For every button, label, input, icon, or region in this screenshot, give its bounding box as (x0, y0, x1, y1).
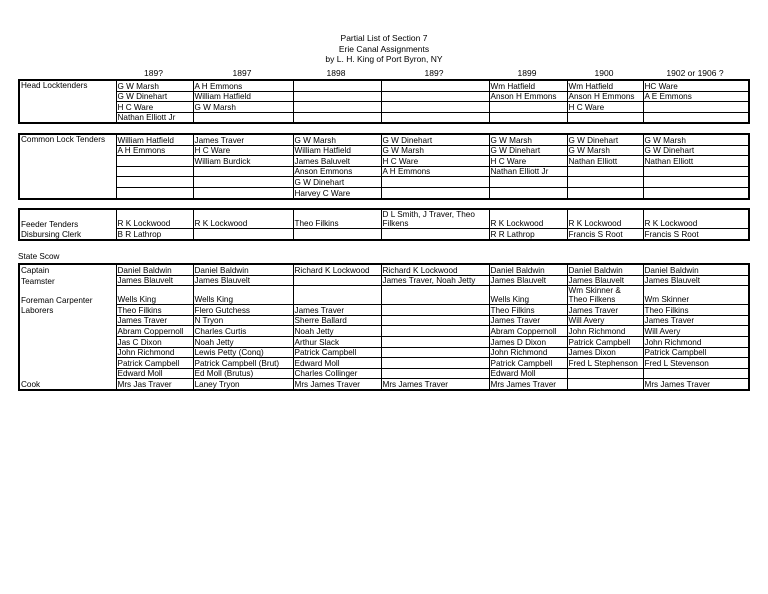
table-cell: G W Marsh (293, 134, 381, 145)
table-cell (193, 177, 293, 188)
table-cell: Edward Moll (489, 368, 567, 379)
table-cell (489, 177, 567, 188)
row-label: Laborers (19, 305, 116, 316)
table-cell (293, 286, 381, 305)
table-cell: Mrs James Traver (293, 379, 381, 390)
table-cell (116, 177, 193, 188)
table-cell: Fred L Stephenson (567, 358, 643, 369)
table-cell (193, 187, 293, 198)
table-cell (116, 187, 193, 198)
table-cell: James Traver (293, 305, 381, 316)
table-cell (381, 229, 489, 240)
table-row (19, 112, 749, 123)
table-cell: James Traver (643, 315, 749, 326)
table-cell (381, 368, 489, 379)
table-cell: G W Dinehart (643, 145, 749, 156)
year-header: 1897 (232, 68, 252, 78)
table-cell: James Blauvelt (567, 275, 643, 286)
row-label (19, 315, 116, 326)
table-cell (293, 112, 381, 123)
table-cell (293, 275, 381, 286)
table-cell (643, 368, 749, 379)
table-cell: Theo Filkins (116, 305, 193, 316)
table-cell (293, 229, 381, 240)
table-row (19, 286, 749, 305)
table-cell: Arthur Slack (293, 336, 381, 347)
year-header: 1900 (594, 68, 614, 78)
table-cell: G W Dinehart (489, 145, 567, 156)
table-cell (381, 286, 489, 305)
table-row (19, 209, 749, 229)
feeder-tenders-table (18, 208, 750, 241)
table-cell: H C Ware (193, 145, 293, 156)
table-cell: Anson Emmons (293, 166, 381, 177)
table-cell (381, 326, 489, 337)
table-cell: John Richmond (643, 336, 749, 347)
table-cell (643, 187, 749, 198)
table-cell (293, 91, 381, 102)
table-cell (116, 166, 193, 177)
year-header: 189? (424, 68, 444, 78)
table-cell (489, 102, 567, 113)
table-cell (489, 112, 567, 123)
table-cell (293, 102, 381, 113)
table-cell: G W Dinehart (567, 134, 643, 145)
row-label: Foreman Carpenter (19, 286, 116, 305)
table-cell: James Blauvelt (116, 275, 193, 286)
table-row (19, 326, 749, 337)
table-cell: Fred L Stevenson (643, 358, 749, 369)
table-cell: Daniel Baldwin (643, 264, 749, 275)
year-header: 189? (144, 68, 163, 78)
table-cell: G W Dinehart (116, 91, 193, 102)
table-cell: James Blauvelt (489, 275, 567, 286)
state-scow-table (18, 263, 750, 391)
table-row (19, 91, 749, 102)
table-row (19, 275, 749, 286)
table-cell (381, 315, 489, 326)
table-cell: Wm Skinner (643, 286, 749, 305)
table-cell: G W Marsh (116, 80, 193, 91)
table-cell (116, 156, 193, 167)
table-cell (193, 166, 293, 177)
table-cell: Wells King (489, 286, 567, 305)
table-cell (381, 305, 489, 316)
table-cell (567, 187, 643, 198)
table-cell: Noah Jetty (293, 326, 381, 337)
row-label: Captain (19, 264, 116, 275)
table-cell: A E Emmons (643, 91, 749, 102)
table-row (19, 305, 749, 316)
table-cell: Mrs James Traver (643, 379, 749, 390)
table-cell: James Traver (193, 134, 293, 145)
title-line-3: by L. H. King of Port Byron, NY (325, 54, 443, 64)
table-cell (381, 358, 489, 369)
table-cell: B R Lathrop (116, 229, 193, 240)
table-cell: Abram Coppernoll (116, 326, 193, 337)
table-cell: R K Lockwood (116, 209, 193, 229)
table-row (19, 358, 749, 369)
row-label (19, 368, 116, 379)
table-cell: Ed Moll (Brutus) (193, 368, 293, 379)
table-cell (567, 112, 643, 123)
table-cell: Wells King (193, 286, 293, 305)
common-lock-tenders-table (18, 133, 750, 200)
table-cell: William Hatfield (193, 91, 293, 102)
table-cell: R K Lockwood (193, 209, 293, 229)
table-cell: James Traver (116, 315, 193, 326)
row-label (19, 326, 116, 337)
table-cell: G W Marsh (489, 134, 567, 145)
table-cell: Theo Filkins (293, 209, 381, 229)
table-cell: Francis S Root (643, 229, 749, 240)
table-cell: Daniel Baldwin (116, 264, 193, 275)
year-header: 1899 (517, 68, 537, 78)
table-cell: Wm Skinner & Theo Filkens (567, 286, 643, 305)
row-label: Common Lock Tenders (19, 134, 116, 199)
table-cell: Edward Moll (116, 368, 193, 379)
table-row (19, 229, 749, 240)
row-label (19, 358, 116, 369)
table-cell (567, 379, 643, 390)
row-label: Disbursing Clerk (19, 229, 116, 240)
table-cell: G W Dinehart (293, 177, 381, 188)
table-cell: Daniel Baldwin (567, 264, 643, 275)
table-row (19, 102, 749, 113)
table-cell: Abram Coppernoll (489, 326, 567, 337)
table-cell: John Richmond (489, 347, 567, 358)
table-cell: Patrick Campbell (293, 347, 381, 358)
table-cell (381, 187, 489, 198)
table-cell: Will Avery (643, 326, 749, 337)
table-row (19, 336, 749, 347)
table-cell: William Burdick (193, 156, 293, 167)
table-row (19, 80, 749, 91)
table-cell: Nathan Elliott Jr (116, 112, 193, 123)
table-row (19, 156, 749, 167)
table-cell: Wm Hatfield (567, 80, 643, 91)
table-cell: Richard K Lockwood (293, 264, 381, 275)
table-row (19, 134, 749, 145)
table-cell (381, 80, 489, 91)
table-cell: G W Marsh (381, 145, 489, 156)
table-cell (193, 229, 293, 240)
table-cell: Mrs James Traver (381, 379, 489, 390)
table-cell (567, 368, 643, 379)
table-cell (567, 177, 643, 188)
table-cell: Wm Hatfield (489, 80, 567, 91)
table-row (19, 315, 749, 326)
table-cell: William Hatfield (293, 145, 381, 156)
table-cell: Mrs Jas Traver (116, 379, 193, 390)
table-row (19, 368, 749, 379)
table-cell: A H Emmons (116, 145, 193, 156)
table-cell: A H Emmons (193, 80, 293, 91)
table-cell: Mrs James Traver (489, 379, 567, 390)
year-header-row (18, 68, 748, 78)
table-row (19, 187, 749, 198)
table-cell (643, 102, 749, 113)
table-cell (193, 112, 293, 123)
table-row (19, 145, 749, 156)
table-cell: H C Ware (116, 102, 193, 113)
table-cell: Anson H Emmons (489, 91, 567, 102)
table-cell: James Traver (567, 305, 643, 316)
table-cell (489, 187, 567, 198)
table-cell: Lewis Petty (Conq) (193, 347, 293, 358)
table-cell: Wells King (116, 286, 193, 305)
table-cell: Daniel Baldwin (193, 264, 293, 275)
table-cell: Anson H Emmons (567, 91, 643, 102)
table-cell: James Baluvelt (293, 156, 381, 167)
table-cell: H C Ware (567, 102, 643, 113)
table-cell: H C Ware (381, 156, 489, 167)
table-cell: James D Dixon (489, 336, 567, 347)
table-cell: Laney Tryon (193, 379, 293, 390)
table-cell: Will Avery (567, 315, 643, 326)
title-line-1: Partial List of Section 7 (340, 33, 428, 43)
table-row (19, 264, 749, 275)
row-label (19, 347, 116, 358)
table-cell: Nathan Elliott (643, 156, 749, 167)
table-cell (381, 102, 489, 113)
state-scow-heading: State Scow (18, 252, 60, 261)
row-label: Feeder Tenders (19, 209, 116, 229)
table-cell: A H Emmons (381, 166, 489, 177)
table-row (19, 347, 749, 358)
table-cell (643, 112, 749, 123)
table-cell: G W Marsh (643, 134, 749, 145)
row-label: Cook (19, 379, 116, 390)
table-cell: G W Marsh (567, 145, 643, 156)
table-cell (643, 166, 749, 177)
table-cell (381, 336, 489, 347)
table-cell: Daniel Baldwin (489, 264, 567, 275)
table-cell: John Richmond (567, 326, 643, 337)
table-cell (643, 177, 749, 188)
row-label: Head Locktenders (19, 80, 116, 123)
table-cell (381, 112, 489, 123)
year-header: 1898 (326, 68, 346, 78)
table-cell: Noah Jetty (193, 336, 293, 347)
year-header: 1902 or 1906 ? (666, 68, 724, 78)
table-cell (381, 347, 489, 358)
table-cell: James Traver (489, 315, 567, 326)
table-cell: Theo Filkins (643, 305, 749, 316)
table-cell: R K Lockwood (567, 209, 643, 229)
table-cell: James Blauvelt (193, 275, 293, 286)
document-title (0, 33, 768, 65)
table-cell: James Blauvelt (643, 275, 749, 286)
table-cell (381, 91, 489, 102)
table-cell: Francis S Root (567, 229, 643, 240)
table-cell: R K Lockwood (489, 209, 567, 229)
table-cell: Nathan Elliott Jr (489, 166, 567, 177)
table-cell: John Richmond (116, 347, 193, 358)
table-cell: Richard K Lockwood (381, 264, 489, 275)
table-cell (381, 177, 489, 188)
table-cell: James Dixon (567, 347, 643, 358)
table-cell: Patrick Campbell (116, 358, 193, 369)
table-cell: Nathan Elliott (567, 156, 643, 167)
table-cell: William Hatfield (116, 134, 193, 145)
table-cell: Charles Curtis (193, 326, 293, 337)
row-label: Teamster (19, 275, 116, 286)
table-cell: Patrick Campbell (Brut) (193, 358, 293, 369)
table-cell: Charles Collinger (293, 368, 381, 379)
table-row (19, 379, 749, 390)
title-line-2: Erie Canal Assignments (338, 43, 430, 54)
table-cell: Patrick Campbell (567, 336, 643, 347)
table-cell: Patrick Campbell (489, 358, 567, 369)
table-cell: Jas C Dixon (116, 336, 193, 347)
table-cell: James Traver, Noah Jetty (381, 275, 489, 286)
table-cell: D L Smith, J Traver, Theo Filkens (381, 209, 489, 229)
table-cell: Patrick Campbell (643, 347, 749, 358)
table-cell: Flero Gutchess (193, 305, 293, 316)
head-locktenders-table (18, 79, 750, 124)
table-cell: R R Lathrop (489, 229, 567, 240)
table-cell: Theo Filkins (489, 305, 567, 316)
table-cell: Edward Moll (293, 358, 381, 369)
table-row (19, 177, 749, 188)
table-cell: R K Lockwood (643, 209, 749, 229)
table-cell: H C Ware (489, 156, 567, 167)
table-cell: N Tryon (193, 315, 293, 326)
row-label (19, 336, 116, 347)
table-cell: G W Marsh (193, 102, 293, 113)
table-cell (567, 166, 643, 177)
table-cell: Harvey C Ware (293, 187, 381, 198)
table-cell: HC Ware (643, 80, 749, 91)
table-cell: G W Dinehart (381, 134, 489, 145)
table-row (19, 166, 749, 177)
table-cell: Sherre Ballard (293, 315, 381, 326)
table-cell (293, 80, 381, 91)
